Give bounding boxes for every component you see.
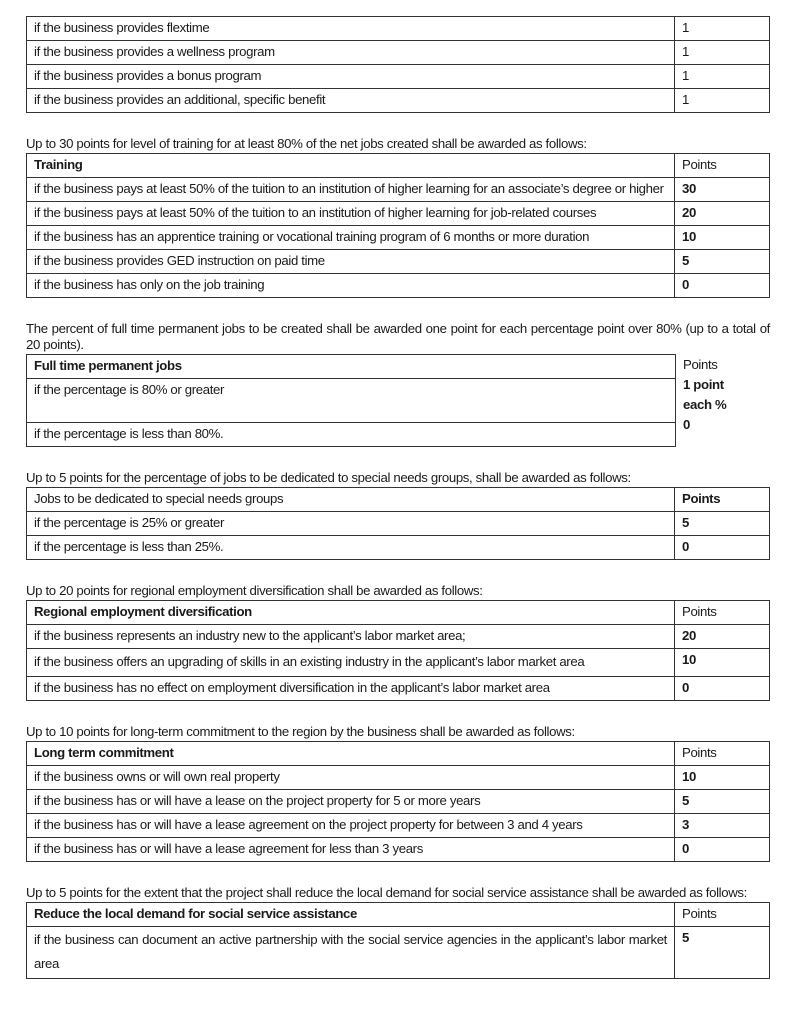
criterion-cell: if the business has an apprentice training or vocational training program of 6 months or more duration bbox=[27, 226, 675, 250]
full-time-intro: The percent of full time permanent jobs to be created shall be awarded one point for each percentage point over 80% (up to a total of 20 points). bbox=[26, 321, 770, 352]
points-cell: 5 bbox=[675, 927, 770, 979]
points-cell: 0 bbox=[675, 274, 770, 298]
points-cell: 10 bbox=[675, 649, 770, 677]
social-service-intro: Up to 5 points for the extent that the project shall reduce the local demand for social service assistance shall be awarded as follows: bbox=[26, 885, 747, 900]
points-cell: 5 bbox=[675, 790, 770, 814]
social-service-table bbox=[26, 902, 770, 979]
table-row bbox=[27, 927, 770, 979]
criterion-cell: if the business provides a bonus program bbox=[27, 65, 675, 89]
criterion-cell: if the business represents an industry new to the applicant’s labor market area; bbox=[27, 625, 675, 649]
points-cell: 0 bbox=[675, 838, 770, 862]
criterion-cell: if the business has or will have a lease on the project property for 5 or more years bbox=[27, 790, 675, 814]
training-intro: Up to 30 points for level of training for at least 80% of the net jobs created shall be awarded as follows: bbox=[26, 136, 587, 151]
criterion-cell: if the business offers an upgrading of skills in an existing industry in the applicant’s labor market area bbox=[27, 649, 675, 677]
points-cell: 1 bbox=[675, 65, 770, 89]
points-cell: 5 bbox=[675, 250, 770, 274]
table-row bbox=[27, 89, 770, 113]
criterion-cell: if the business has or will have a lease agreement on the project property for between 3 and 4 years bbox=[27, 814, 675, 838]
table-row bbox=[27, 677, 770, 701]
table-header-row bbox=[27, 601, 770, 625]
points-cell: 5 bbox=[675, 512, 770, 536]
criterion-cell: if the percentage is less than 80%. bbox=[27, 423, 676, 447]
criterion-cell: if the business has only on the job training bbox=[27, 274, 675, 298]
training-table bbox=[26, 153, 770, 298]
table-row bbox=[27, 512, 770, 536]
table-row bbox=[27, 423, 676, 447]
table-row bbox=[27, 274, 770, 298]
table-header-row bbox=[27, 154, 770, 178]
table-row bbox=[27, 536, 770, 560]
criterion-cell: if the business provides a wellness program bbox=[27, 41, 675, 65]
header-points: Points bbox=[675, 154, 770, 178]
special-needs-intro: Up to 5 points for the percentage of jobs to be dedicated to special needs groups, shall be awarded as follows: bbox=[26, 470, 631, 485]
header-points: Points bbox=[675, 742, 770, 766]
criterion-cell: if the business provides an additional, specific benefit bbox=[27, 89, 675, 113]
header-criterion: Regional employment diversification bbox=[27, 601, 675, 625]
table-header-row bbox=[27, 903, 770, 927]
points-cell: 1 bbox=[675, 41, 770, 65]
criterion-cell: if the percentage is less than 25%. bbox=[27, 536, 675, 560]
criterion-cell: if the business has no effect on employment diversification in the applicant’s labor market area bbox=[27, 677, 675, 701]
criterion-cell: if the business can document an active partnership with the social service agencies in the applicant’s labor market area bbox=[27, 927, 675, 979]
points-cell: 1 point bbox=[683, 377, 724, 392]
full-time-points-column bbox=[683, 354, 773, 435]
table-row bbox=[27, 226, 770, 250]
table-row bbox=[27, 202, 770, 226]
long-term-intro: Up to 10 points for long-term commitment to the region by the business shall be awarded as follows: bbox=[26, 724, 575, 739]
points-cell: each % bbox=[683, 397, 727, 412]
table-row bbox=[27, 17, 770, 41]
table-row bbox=[27, 41, 770, 65]
points-cell: 1 bbox=[675, 17, 770, 41]
criterion-cell: if the business owns or will own real property bbox=[27, 766, 675, 790]
points-cell: 1 bbox=[675, 89, 770, 113]
benefits-table bbox=[26, 16, 770, 113]
full-time-table bbox=[26, 354, 676, 447]
points-cell: 30 bbox=[675, 178, 770, 202]
header-points: Points bbox=[675, 488, 770, 512]
header-criterion: Full time permanent jobs bbox=[27, 355, 676, 379]
criterion-cell: if the business provides flextime bbox=[27, 17, 675, 41]
points-cell: 3 bbox=[675, 814, 770, 838]
points-cell: 0 bbox=[675, 536, 770, 560]
header-criterion: Long term commitment bbox=[27, 742, 675, 766]
table-row bbox=[27, 766, 770, 790]
document-page bbox=[26, 16, 770, 979]
header-criterion: Reduce the local demand for social service assistance bbox=[27, 903, 675, 927]
table-row bbox=[27, 178, 770, 202]
long-term-table bbox=[26, 741, 770, 862]
table-header-row bbox=[27, 742, 770, 766]
diversification-table bbox=[26, 600, 770, 701]
diversification-intro: Up to 20 points for regional employment diversification shall be awarded as follows: bbox=[26, 583, 483, 598]
header-criterion: Jobs to be dedicated to special needs groups bbox=[27, 488, 675, 512]
table-row bbox=[27, 625, 770, 649]
criterion-cell: if the business has or will have a lease agreement for less than 3 years bbox=[27, 838, 675, 862]
table-row bbox=[27, 838, 770, 862]
table-row bbox=[27, 814, 770, 838]
points-cell: 10 bbox=[675, 766, 770, 790]
points-cell: 10 bbox=[675, 226, 770, 250]
table-row bbox=[27, 250, 770, 274]
table-row bbox=[27, 379, 676, 423]
header-criterion: Training bbox=[27, 154, 675, 178]
criterion-cell: if the percentage is 80% or greater bbox=[27, 379, 676, 423]
table-header-row bbox=[27, 488, 770, 512]
header-points: Points bbox=[675, 601, 770, 625]
points-cell: 20 bbox=[675, 625, 770, 649]
criterion-cell: if the business provides GED instruction on paid time bbox=[27, 250, 675, 274]
full-time-section bbox=[26, 354, 770, 447]
special-needs-table bbox=[26, 487, 770, 560]
criterion-cell: if the business pays at least 50% of the tuition to an institution of higher learning for job-related courses bbox=[27, 202, 675, 226]
criterion-cell: if the percentage is 25% or greater bbox=[27, 512, 675, 536]
header-points: Points bbox=[675, 903, 770, 927]
points-cell: 0 bbox=[683, 417, 690, 432]
table-row bbox=[27, 790, 770, 814]
points-cell: 0 bbox=[675, 677, 770, 701]
header-points: Points bbox=[683, 357, 718, 372]
table-row bbox=[27, 649, 770, 677]
table-header-row bbox=[27, 355, 676, 379]
criterion-cell: if the business pays at least 50% of the tuition to an institution of higher learning for an associate’s degree or higher bbox=[27, 178, 675, 202]
table-row bbox=[27, 65, 770, 89]
points-cell: 20 bbox=[675, 202, 770, 226]
